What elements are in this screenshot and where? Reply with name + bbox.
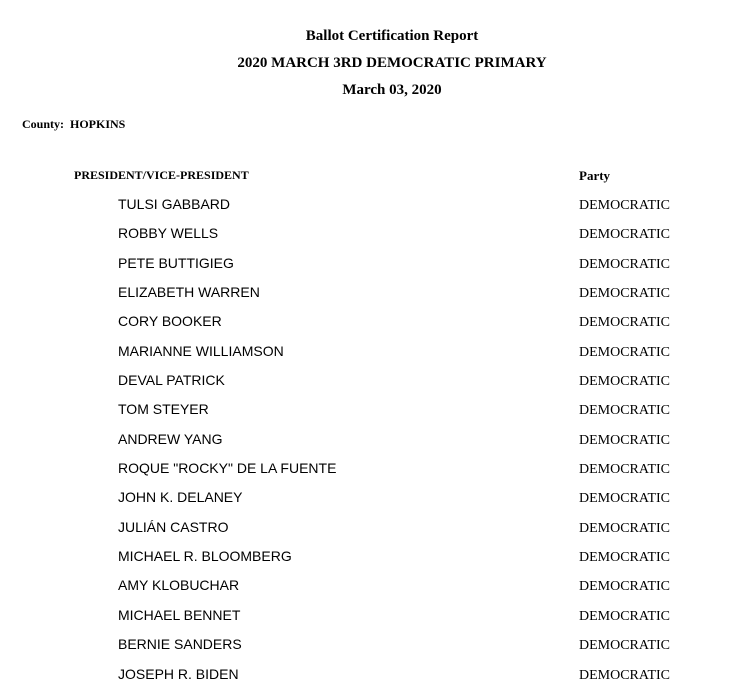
candidate-name: ELIZABETH WARREN	[118, 284, 260, 301]
county-name: HOPKINS	[70, 117, 126, 131]
candidate-party: DEMOCRATIC	[579, 227, 671, 243]
office-header: PRESIDENT/VICE-PRESIDENT	[74, 168, 249, 182]
candidate-party: DEMOCRATIC	[579, 256, 671, 272]
table-row	[0, 577, 749, 606]
table-row	[0, 196, 749, 225]
candidate-party: DEMOCRATIC	[579, 374, 671, 390]
candidate-party: DEMOCRATIC	[579, 286, 671, 302]
candidate-name: TOM STEYER	[118, 401, 209, 418]
table-row	[0, 401, 749, 430]
candidate-party: DEMOCRATIC	[579, 432, 671, 448]
candidate-party: DEMOCRATIC	[579, 608, 671, 624]
candidate-party: DEMOCRATIC	[579, 491, 671, 507]
table-row	[0, 607, 749, 636]
table-row	[0, 460, 749, 489]
table-row	[0, 519, 749, 548]
election-date: March 03, 2020	[342, 82, 442, 98]
candidate-party: DEMOCRATIC	[579, 315, 671, 331]
table-row	[0, 225, 749, 254]
candidate-name: TULSI GABBARD	[118, 196, 231, 212]
candidate-party: DEMOCRATIC	[579, 550, 671, 566]
candidate-party: DEMOCRATIC	[579, 520, 671, 536]
candidate-name: BERNIE SANDERS	[118, 636, 242, 653]
candidate-party: DEMOCRATIC	[579, 344, 671, 360]
party-column-header: Party	[579, 168, 611, 183]
candidate-name: JOHN K. DELANEY	[118, 489, 243, 506]
table-row	[0, 666, 749, 695]
candidate-name: ROBBY WELLS	[118, 225, 219, 242]
table-row	[0, 313, 749, 342]
candidate-name: CORY BOOKER	[118, 313, 222, 330]
candidate-party: DEMOCRATIC	[579, 579, 671, 595]
table-row	[0, 548, 749, 577]
table-row	[0, 372, 749, 401]
candidate-name: ANDREW YANG	[118, 430, 223, 447]
candidate-party: DEMOCRATIC	[579, 198, 671, 213]
table-row	[0, 255, 749, 284]
county-line	[22, 117, 125, 132]
candidate-list	[0, 196, 749, 695]
candidate-name: MARIANNE WILLIAMSON	[118, 342, 284, 359]
table-row	[0, 343, 749, 372]
candidate-party: DEMOCRATIC	[579, 638, 671, 654]
candidate-name: MICHAEL BENNET	[118, 606, 241, 623]
candidate-name: DEVAL PATRICK	[118, 372, 225, 389]
candidate-name: MICHAEL R. BLOOMBERG	[118, 548, 292, 565]
table-row	[0, 636, 749, 665]
table-row	[0, 431, 749, 460]
table-row	[0, 284, 749, 313]
table-row	[0, 489, 749, 518]
candidate-name: AMY KLOBUCHAR	[118, 577, 240, 594]
candidate-name: JULIÁN CASTRO	[118, 518, 229, 535]
candidate-party: DEMOCRATIC	[579, 403, 671, 419]
candidate-name: PETE BUTTIGIEG	[118, 254, 234, 271]
candidate-party: DEMOCRATIC	[579, 462, 671, 478]
report-title: Ballot Certification Report	[305, 28, 479, 44]
county-label: County:	[22, 117, 65, 131]
candidate-name: ROQUE "ROCKY" DE LA FUENTE	[118, 460, 337, 477]
election-title: 2020 MARCH 3RD DEMOCRATIC PRIMARY	[237, 55, 547, 71]
candidate-party: DEMOCRATIC	[579, 667, 671, 683]
candidate-name: JOSEPH R. BIDEN	[118, 665, 239, 682]
